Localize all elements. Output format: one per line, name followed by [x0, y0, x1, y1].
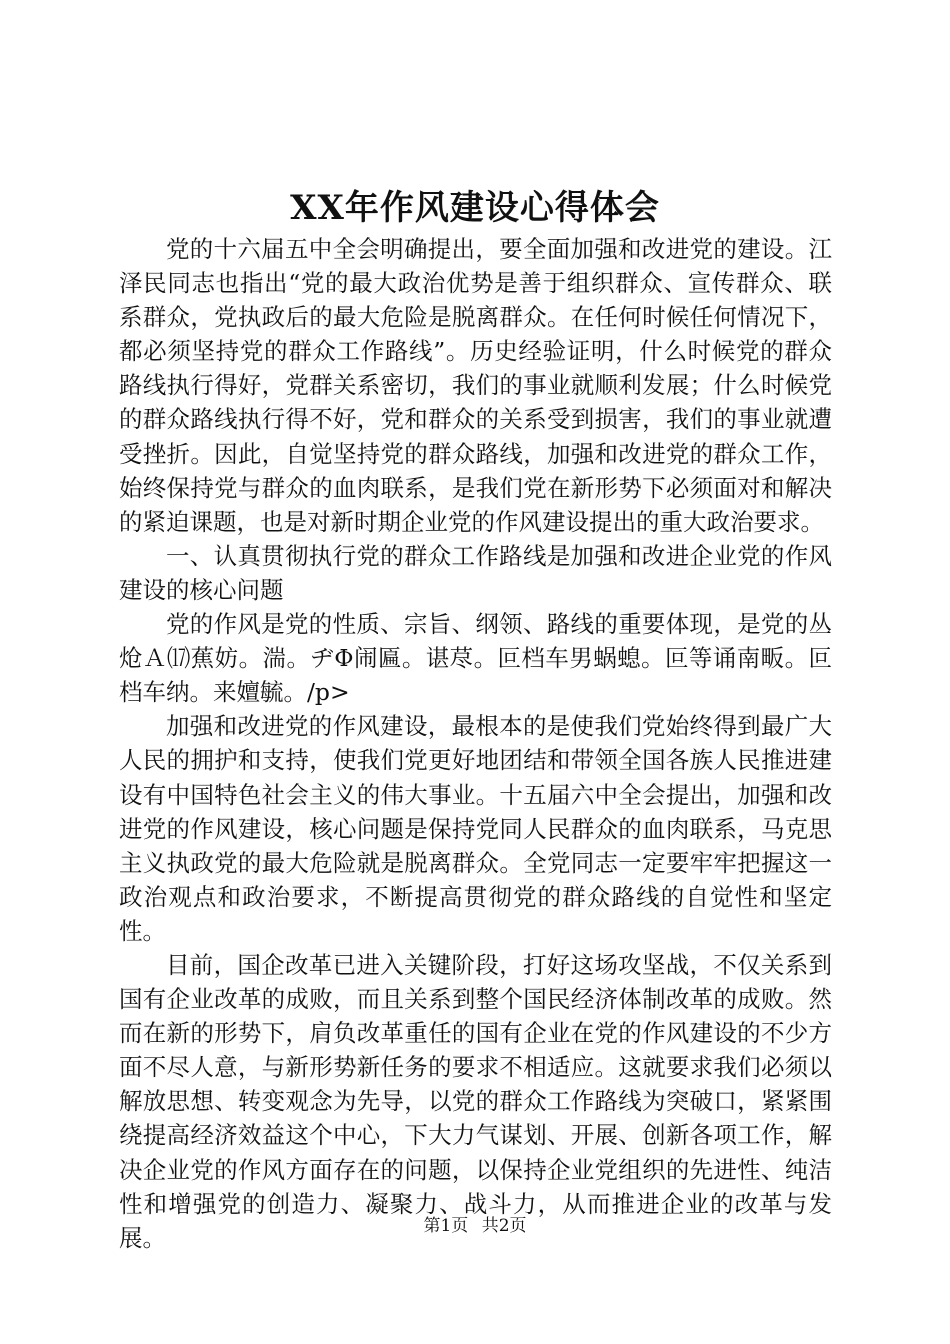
paragraph-party-style: 党的作风是党的性质、宗旨、纲领、路线的重要体现，是党的丛炝Ａ⒄蕉妨。湍。ヂΦ闹匾。谌荩。叵档车男蜗螅。叵等诵南畈。叵档车纳。来嬗毓。/p> — [119, 610, 832, 707]
page-number: 第1页 — [423, 1216, 469, 1236]
document-title: XX年作风建设心得体会 — [290, 188, 660, 228]
page-total: 共2页 — [481, 1216, 527, 1236]
paragraph-strengthen: 加强和改进党的作风建设，最根本的是使我们党始终得到最广大人民的拥护和支持，使我们党更好地团结和带领全国各族人民推进建设有中国特色社会主义的伟大事业。十五届六中全会提出，加强和改进党的作风建设，核心问题是保持党同人民群众的血肉联系，马克思主义执政党的最大危险就是脱离群众。全党同志一定要牢牢把握这一政治观点和政治要求，不断提高贯彻党的群众路线的自觉性和坚定性。 — [119, 712, 832, 945]
document-body — [119, 232, 832, 1255]
paragraph-intro: 党的十六届五中全会明确提出，要全面加强和改进党的建设。江泽民同志也指出“党的最大政治优势是善于组织群众、宣传群众、联系群众，党执政后的最大危险是脱离群众。在任何时候任何情况下，都必须坚持党的群众工作路线”。历史经验证明，什么时候党的群众路线执行得好，党群关系密切，我们的事业就顺利发展；什么时候党的群众路线执行得不好，党和群众的关系受到损害，我们的事业就遭受挫折。因此，自觉坚持党的群众路线，加强和改进党的群众工作，始终保持党与群众的血肉联系，是我们党在新形势下必须面对和解决的紧迫课题，也是对新时期企业党的作风建设提出的重大政治要求。 — [119, 235, 832, 536]
page-footer — [0, 1214, 950, 1238]
section-heading-one: 一、认真贯彻执行党的群众工作路线是加强和改进企业党的作风建设的核心问题 — [119, 541, 832, 604]
paragraph-reform: 目前，国企改革已进入关键阶段，打好这场攻坚战，不仅关系到国有企业改革的成败，而且关系到整个国民经济体制改革的成败。然而在新的形势下，肩负改革重任的国有企业在党的作风建设的不少方面不尽人意，与新形势新任务的要求不相适应。这就要求我们必须以解放思想、转变观念为先导，以党的群众工作路线为突破口，紧紧围绕提高经济效益这个中心，下大力气谋划、开展、创新各项工作，解决企业党的作风方面存在的问题，以保持企业党组织的先进性、纯洁性和增强党的创造力、凝聚力、战斗力，从而推进企业的改革与发展。 — [119, 950, 832, 1252]
